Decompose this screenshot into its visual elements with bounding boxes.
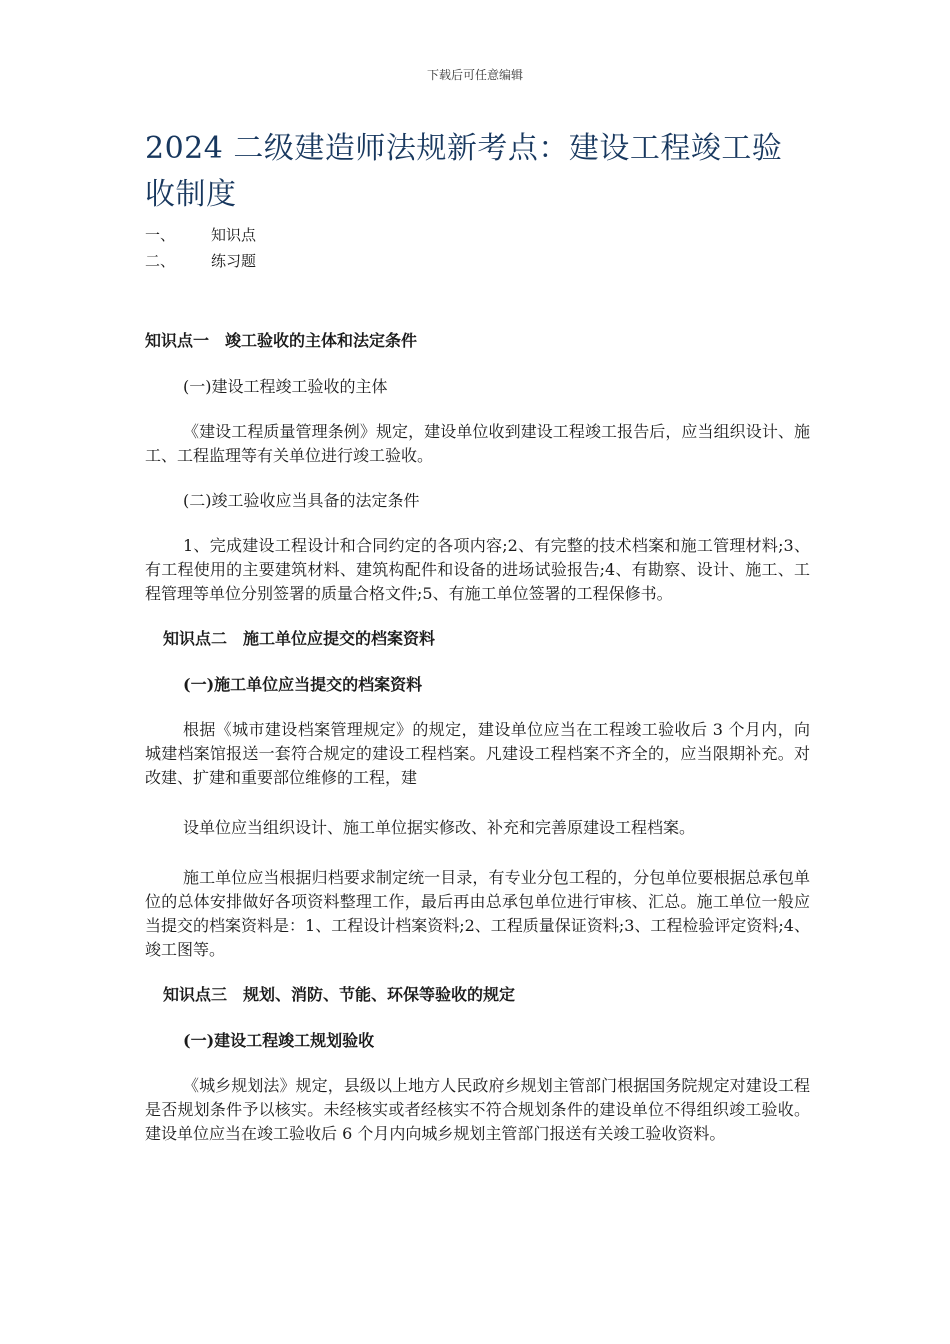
- toc-label: 练习题: [211, 252, 257, 270]
- toc-label: 知识点: [211, 226, 257, 244]
- sub-heading: (一)建设工程竣工验收的主体: [183, 377, 388, 396]
- paragraph: 《建设工程质量管理条例》规定，建设单位收到建设工程竣工报告后，应当组织设计、施工、工程监理等有关单位进行竣工验收。: [145, 422, 810, 465]
- paragraph: 设单位应当组织设计、施工单位据实修改、补充和完善原建设工程档案。: [183, 818, 696, 837]
- table-of-contents: [145, 222, 810, 274]
- document-body: [145, 126, 810, 1146]
- section-heading: 知识点三 规划、消防、节能、环保等验收的规定: [163, 985, 516, 1004]
- paragraph: 施工单位应当根据归档要求制定统一目录，有专业分包工程的，分包单位要根据总承包单位的总体安排做好各项资料整理工作，最后再由总承包单位进行审核、汇总。施工单位一般应当提交的档案资料是：1、工程设计档案资料;2、工程质量保证资料;3、工程检验评定资料;4、竣工图等。: [145, 868, 810, 959]
- sub-heading: (一)建设工程竣工规划验收: [183, 1031, 375, 1050]
- section-heading: 知识点一 竣工验收的主体和法定条件: [145, 331, 418, 350]
- sub-heading: (二)竣工验收应当具备的法定条件: [183, 491, 420, 510]
- toc-item: [145, 248, 810, 274]
- paragraph: 根据《城市建设档案管理规定》的规定，建设单位应当在工程竣工验收后 3 个月内，向城建档案馆报送一套符合规定的建设工程档案。凡建设工程档案不齐全的，应当限期补充。对改建、扩建和重要部位维修的工程，建: [145, 720, 810, 787]
- header-note: 下载后可任意编辑: [426, 68, 523, 82]
- page-title: 2024 二级建造师法规新考点：建设工程竣工验收制度: [145, 131, 783, 212]
- paragraph: 《城乡规划法》规定，县级以上地方人民政府乡规划主管部门根据国务院规定对建设工程是否规划条件予以核实。未经核实或者经核实不符合规划条件的建设单位不得组织竣工验收。建设单位应当在竣工验收后 6 个月内向城乡规划主管部门报送有关竣工验收资料。: [145, 1076, 810, 1143]
- section-heading: 知识点二 施工单位应提交的档案资料: [163, 629, 436, 648]
- toc-item: [145, 222, 810, 248]
- sub-heading: (一)施工单位应当提交的档案资料: [183, 675, 423, 694]
- toc-number: 二、: [145, 252, 176, 270]
- toc-number: 一、: [145, 226, 176, 244]
- paragraph: 1、完成建设工程设计和合同约定的各项内容;2、有完整的技术档案和施工管理材料;3、有工程使用的主要建筑材料、建筑构配件和设备的进场试验报告;4、有勘察、设计、施工、工程管理等单位分别签署的质量合格文件;5、有施工单位签署的工程保修书。: [145, 536, 810, 603]
